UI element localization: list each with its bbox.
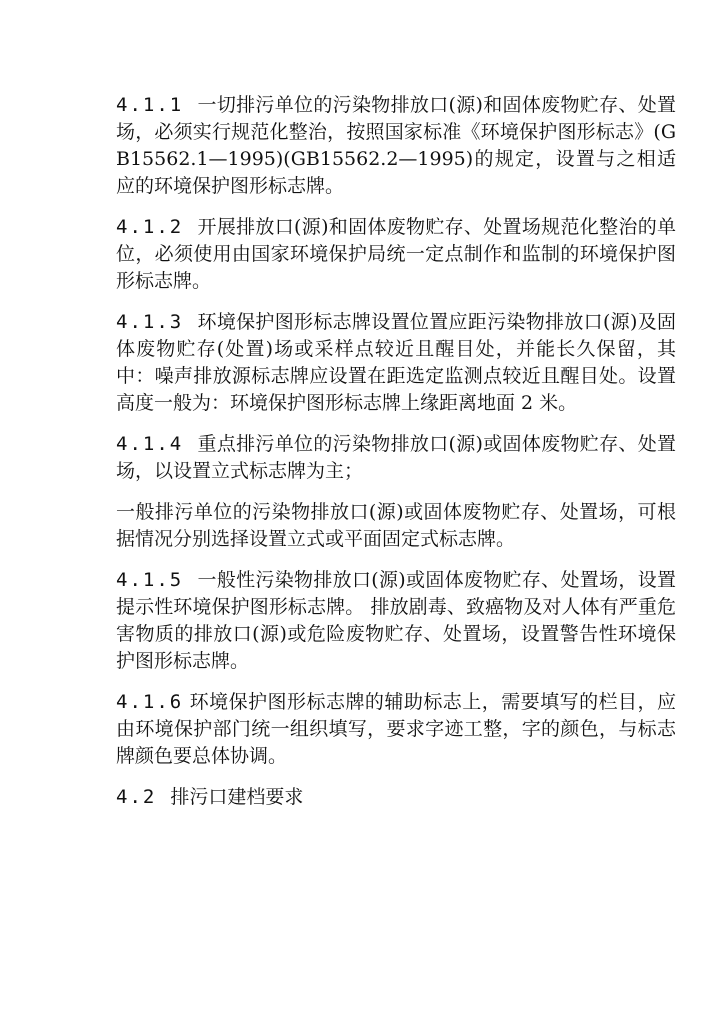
paragraph-number: 4.1.5 xyxy=(116,569,184,591)
paragraph-text: 环境保护图形标志牌设置位置应距污染物排放口(源)及固体废物贮存(处置)场或采样点较近且醒目处，并能长久保留，其中：噪声排放源标志牌应设置在距选定监测点较近且醒目处。设置高度一般为：环境保护图形标志牌上缘距离地面 2 米。 xyxy=(116,311,676,414)
paragraph-number: 4.1.3 xyxy=(116,311,184,333)
paragraph-4-1-4 xyxy=(116,431,676,485)
paragraph-general-units xyxy=(116,499,676,553)
section-title: 排污口建档要求 xyxy=(170,786,304,808)
paragraph-text: 一般性污染物排放口(源)或固体废物贮存、处置场，设置提示性环境保护图形标志牌。 排放剧毒、致癌物及对人体有严重危害物质的排放口(源)或危险废物贮存、处置场，设置警告性环境保护图形标志牌。 xyxy=(116,569,676,672)
paragraph-text: 开展排放口(源)和固体废物贮存、处置场规范化整治的单位，必须使用由国家环境保护局统一定点制作和监制的环境保护图形标志牌。 xyxy=(116,216,676,292)
paragraph-4-1-1 xyxy=(116,92,676,200)
paragraph-number: 4.1.2 xyxy=(116,216,184,238)
paragraph-text: 一般排污单位的污染物排放口(源)或固体废物贮存、处置场，可根据情况分别选择设置立式或平面固定式标志牌。 xyxy=(116,501,676,550)
paragraph-text: 环境保护图形标志牌的辅助标志上，需要填写的栏目，应由环境保护部门统一组织填写，要求字迹工整，字的颜色，与标志牌颜色要总体协调。 xyxy=(116,691,676,767)
paragraph-4-1-6 xyxy=(116,689,676,770)
section-number: 4.2 xyxy=(116,786,157,808)
paragraph-4-1-3 xyxy=(116,309,676,417)
paragraph-text: 重点排污单位的污染物排放口(源)或固体废物贮存、处置场，以设置立式标志牌为主； xyxy=(116,433,676,482)
paragraph-number: 4.1.6 xyxy=(116,691,184,713)
paragraph-number: 4.1.1 xyxy=(116,94,184,116)
paragraph-text: 一切排污单位的污染物排放口(源)和固体废物贮存、处置场，必须实行规范化整治，按照国家标准《环境保护图形标志》(GB15562.1—1995)(GB15562.2—1995)的规定，设置与之相适应的环境保护图形标志牌。 xyxy=(116,94,676,197)
document-page xyxy=(116,92,676,825)
section-heading-4-2 xyxy=(116,784,676,811)
paragraph-4-1-5 xyxy=(116,567,676,675)
paragraph-number: 4.1.4 xyxy=(116,433,184,455)
paragraph-4-1-2 xyxy=(116,214,676,295)
